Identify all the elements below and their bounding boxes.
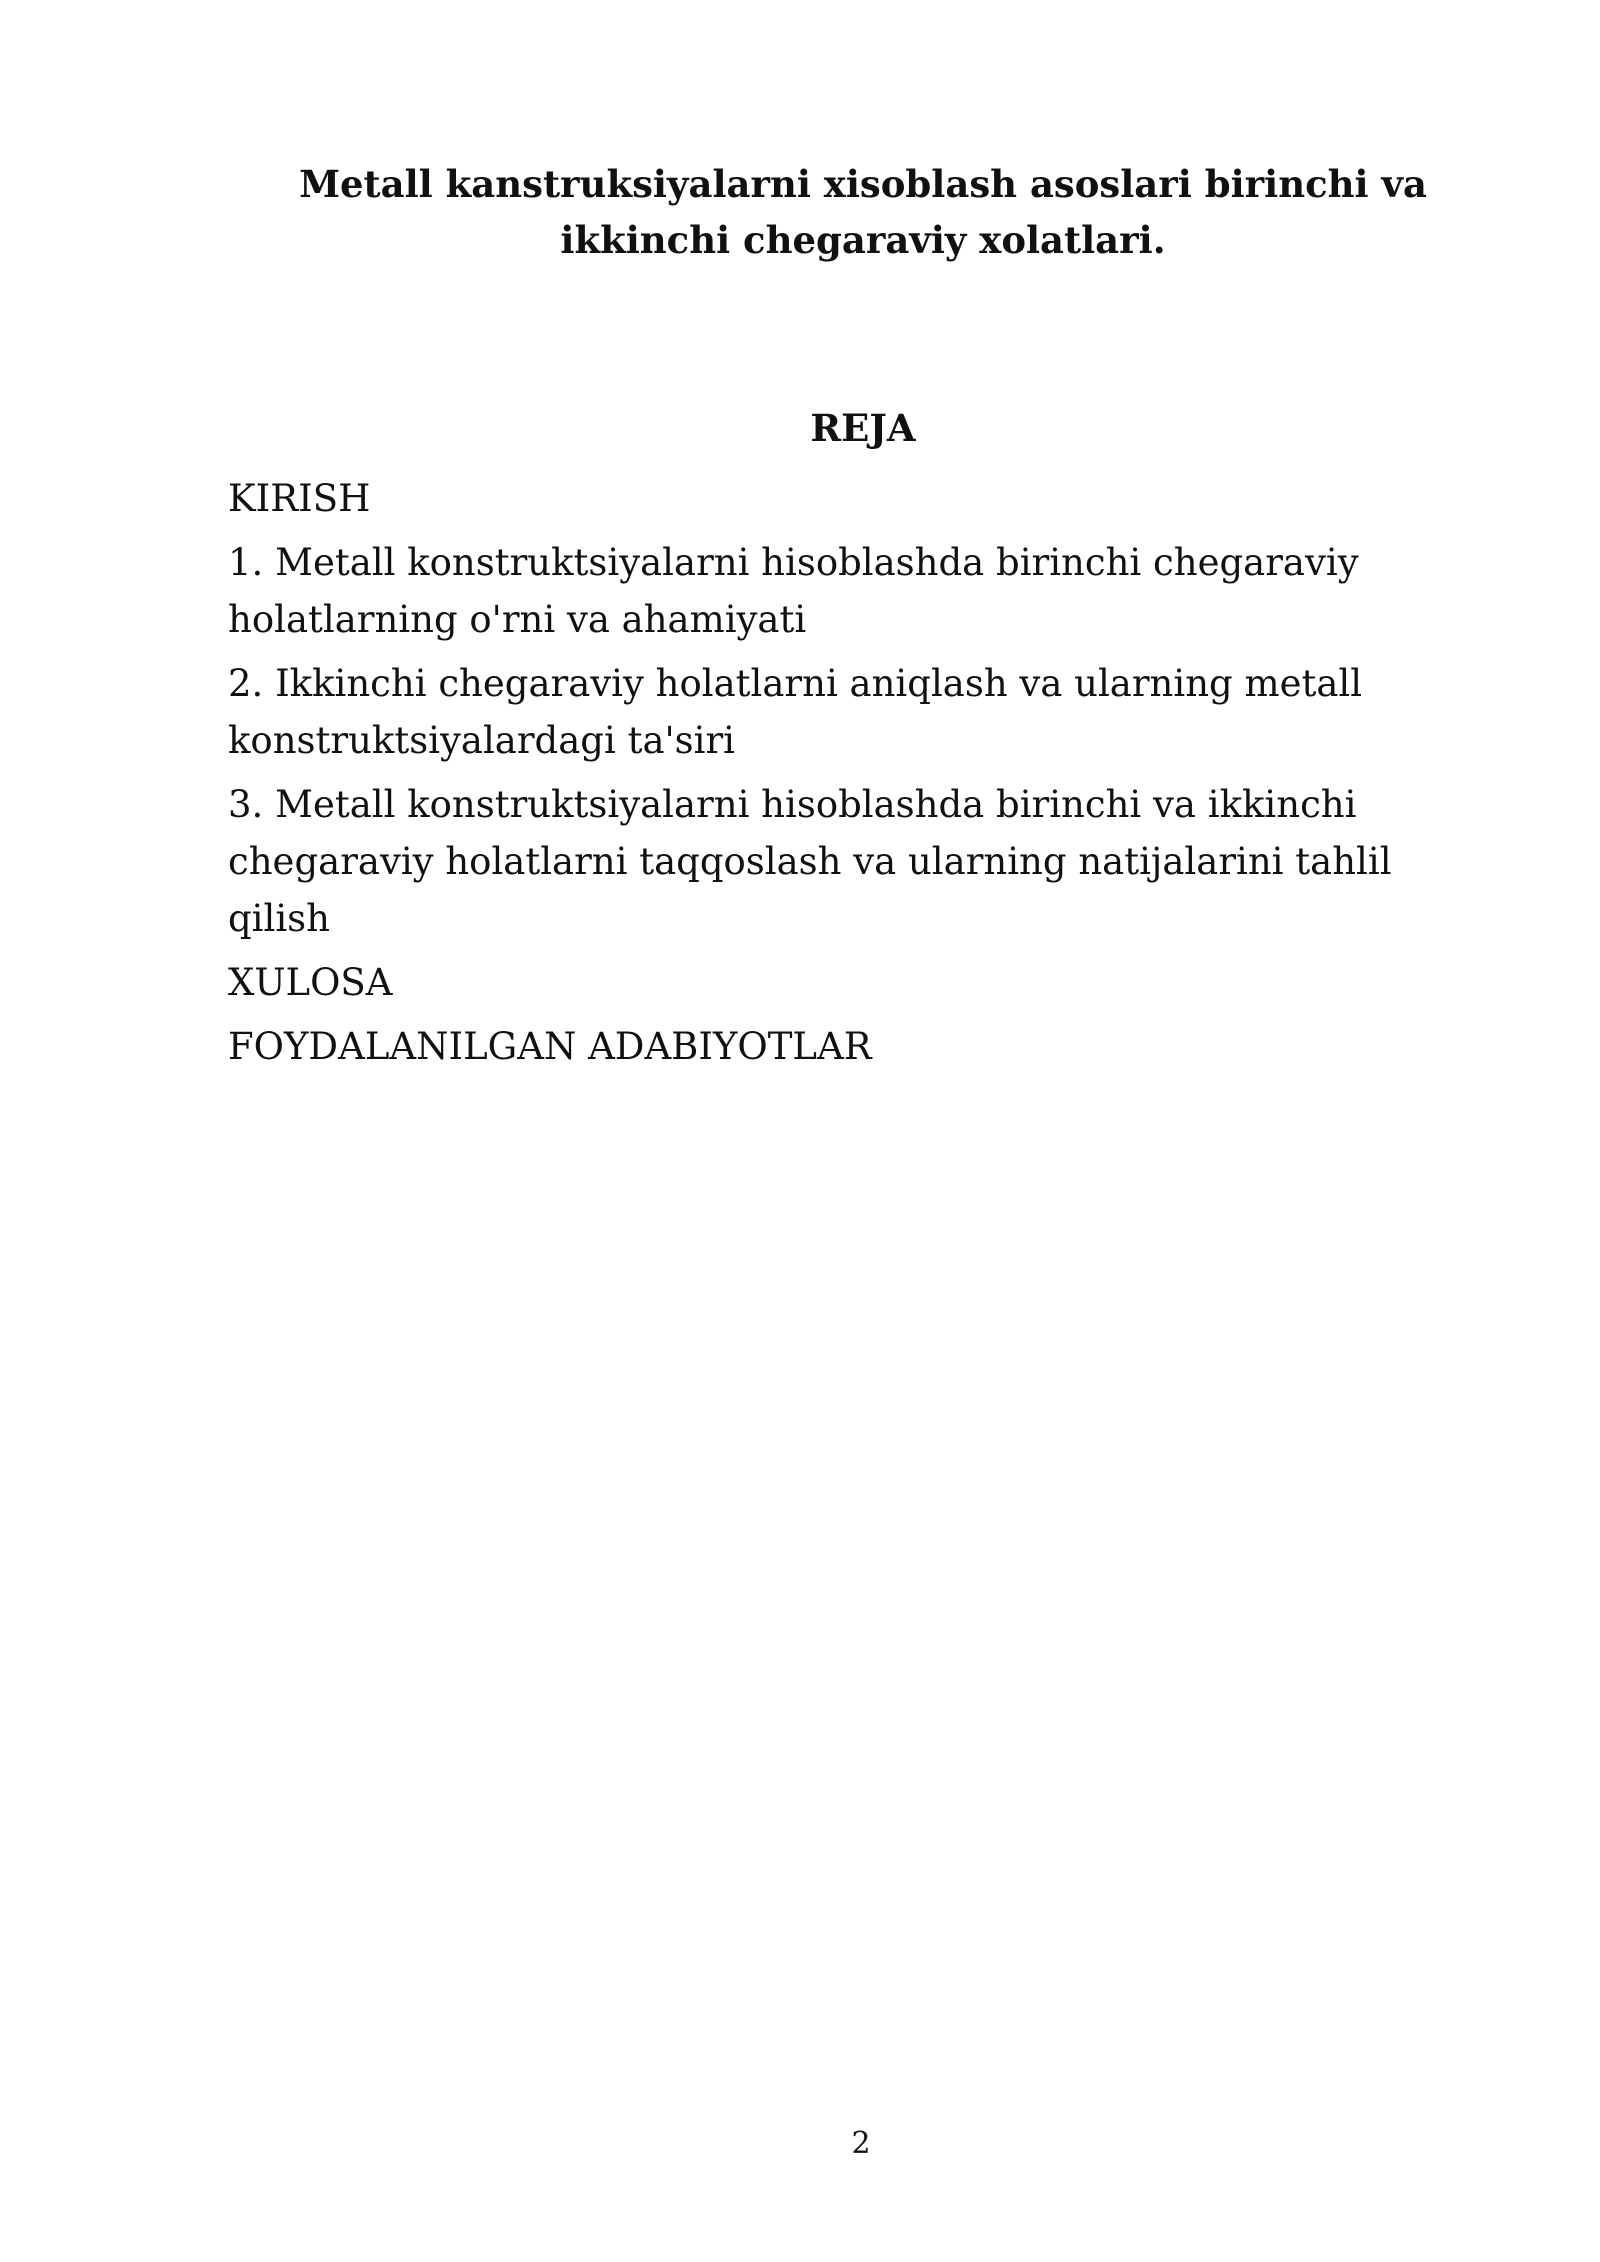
plan-item-section-1: 1. Metall konstruktsiyalarni hisoblashda birinchi chegaraviy holatlarning o'rni va ahamiyati xyxy=(228,541,1359,641)
page-number: 2 xyxy=(851,2126,871,2161)
document-title: Metall kanstruksiyalarni xisoblash asoslari birinchi va ikkinchi chegaraviy xolatlari. xyxy=(299,162,1427,262)
plan-heading: REJA xyxy=(810,406,916,450)
plan-item-references: FOYDALANILGAN ADABIYOTLAR xyxy=(228,1025,872,1068)
plan-list xyxy=(228,470,1450,1082)
plan-item-introduction: KIRISH xyxy=(228,477,371,520)
plan-item-section-2: 2. Ikkinchi chegaraviy holatlarni aniqlash va ularning metall konstruktsiyalardagi ta'siri xyxy=(228,662,1363,762)
plan-item-section-3: 3. Metall konstruktsiyalarni hisoblashda birinchi va ikkinchi chegaraviy holatlarni taqqoslash va ularning natijalarini tahlil qilish xyxy=(228,783,1392,940)
plan-item-conclusion: XULOSA xyxy=(228,961,393,1004)
